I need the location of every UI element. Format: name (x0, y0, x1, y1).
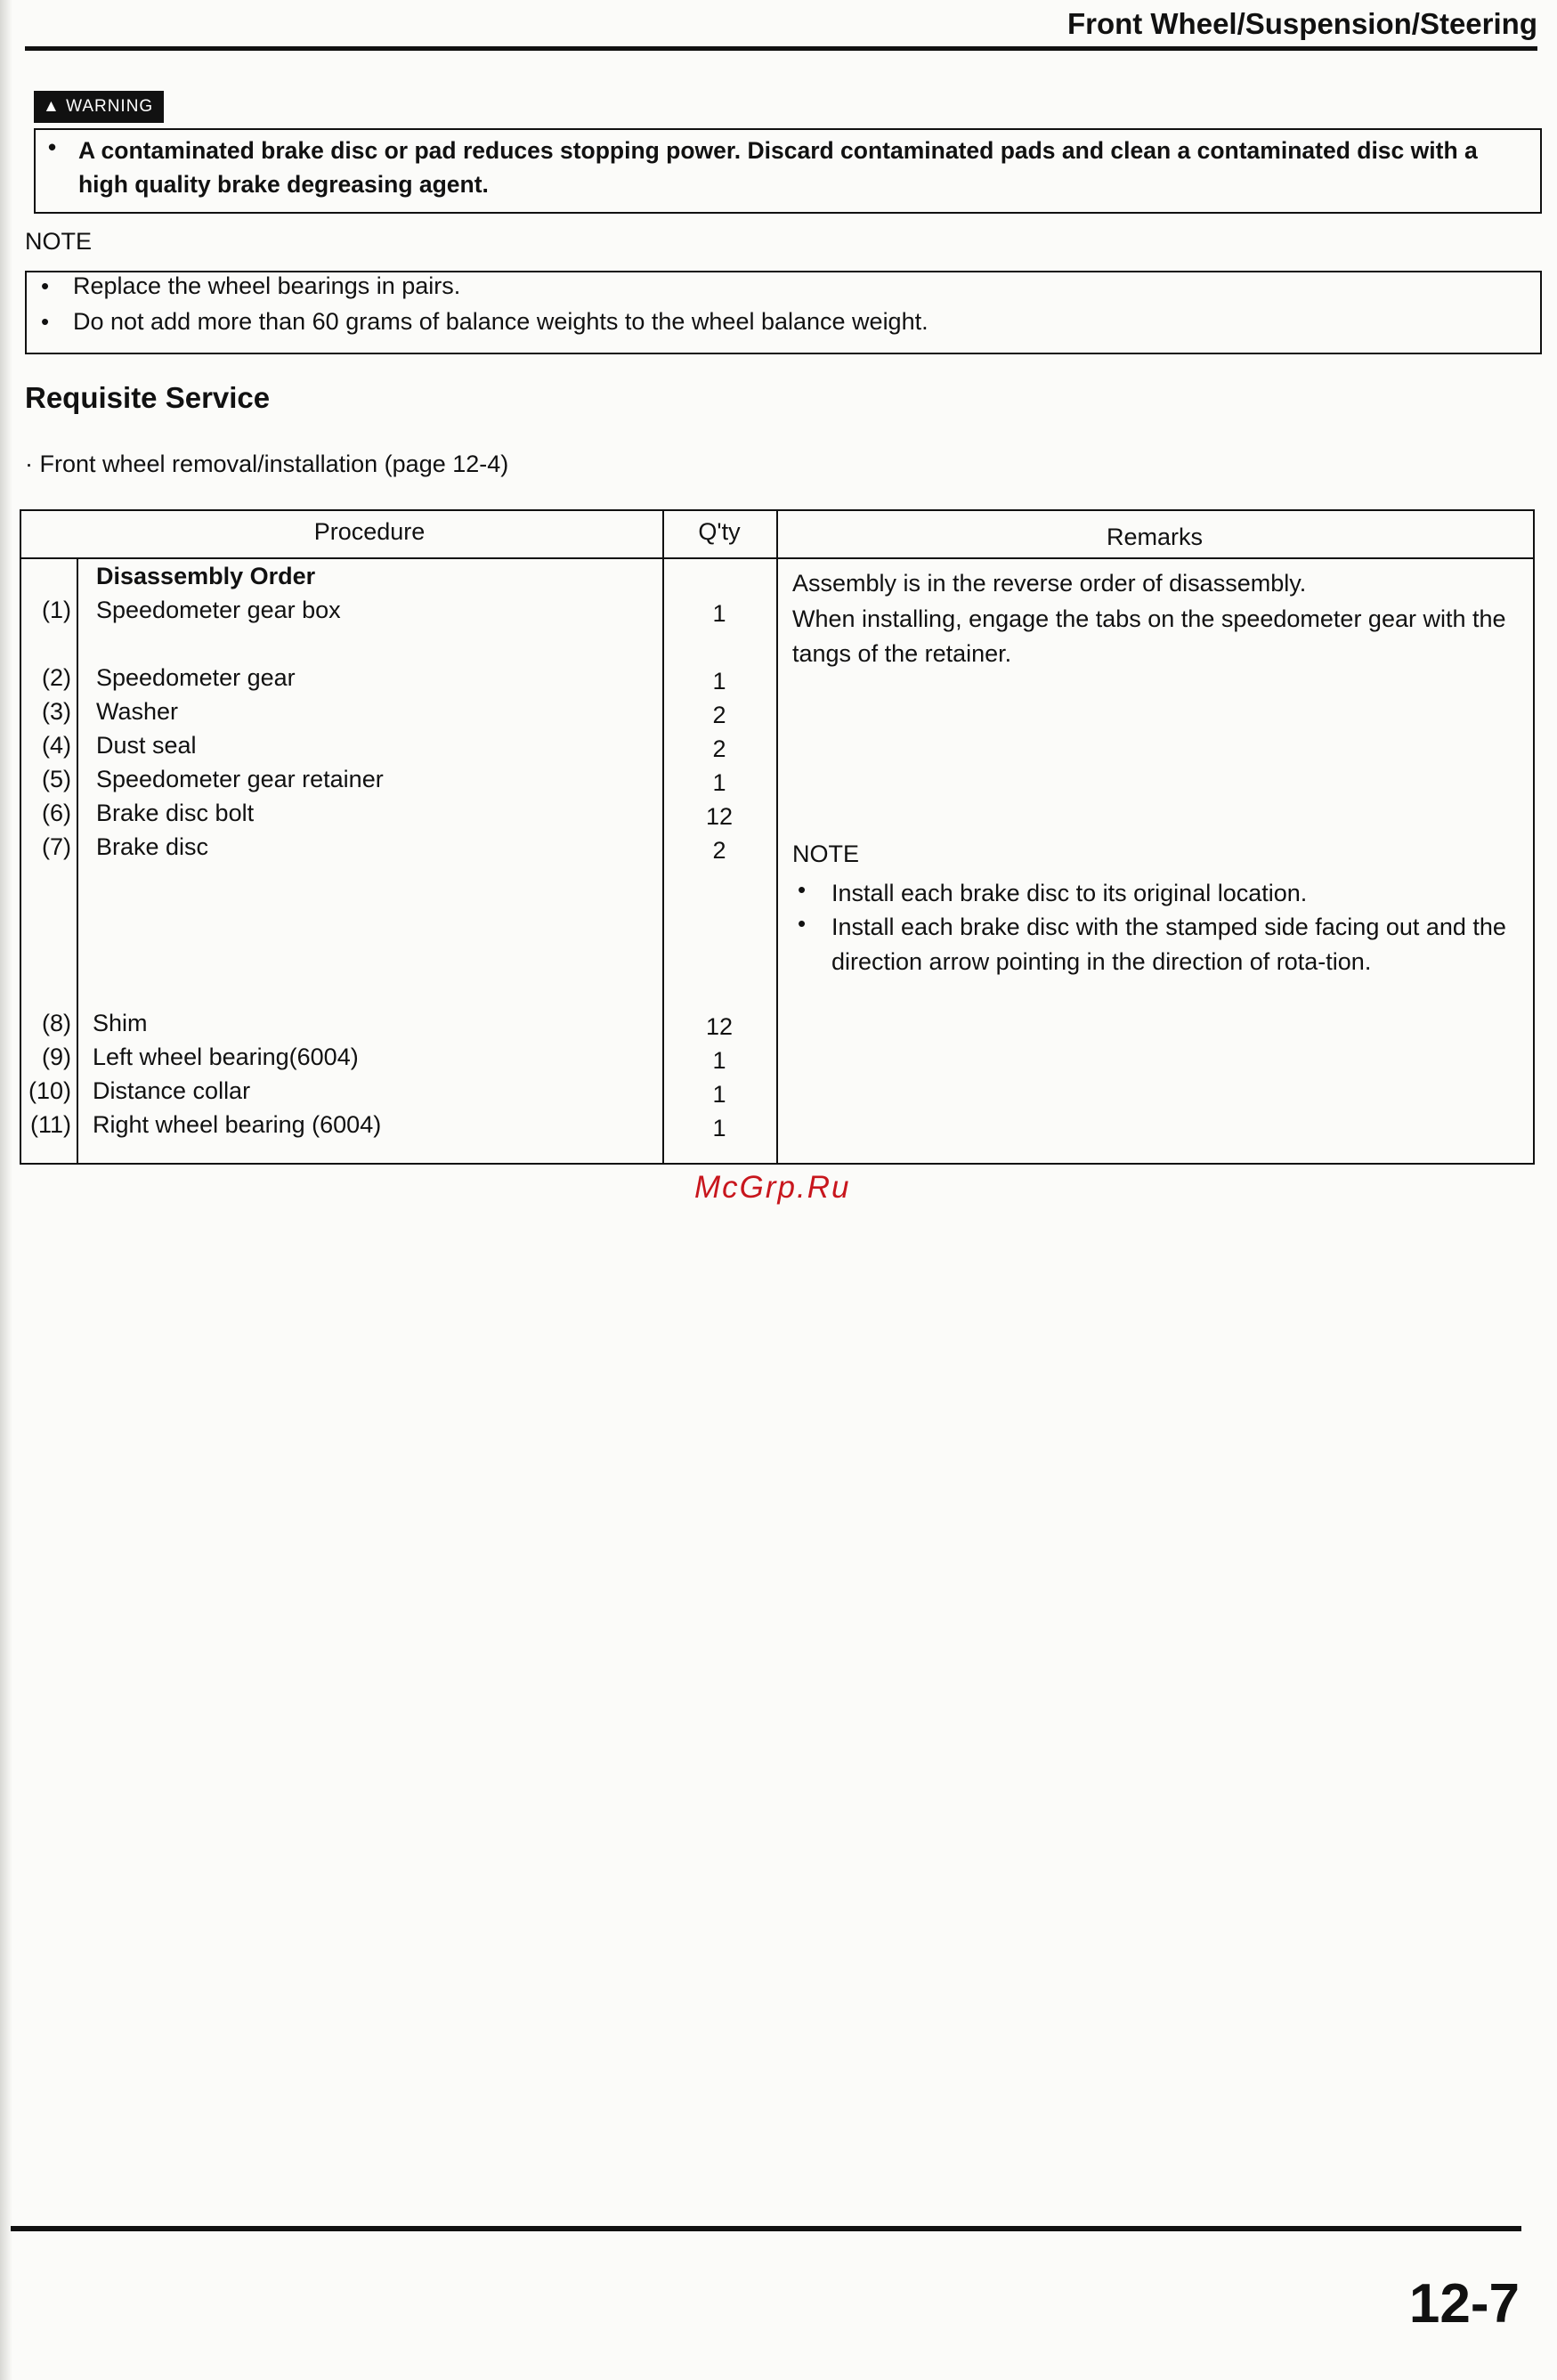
row-number: (8) (42, 1010, 71, 1036)
note-label: NOTE (25, 228, 93, 255)
watermark: McGrp.Ru (694, 1170, 851, 1205)
remark-installing: When installing, engage the tabs on the speedometer gear with the tangs of the retainer. (792, 605, 1506, 667)
page-edge-shadow (0, 0, 12, 2380)
row-qty: 1 (712, 769, 726, 796)
requisite-service-title: Requisite Service (25, 381, 271, 414)
table-header-rule (21, 557, 1533, 559)
row-procedure: Brake disc (96, 833, 209, 860)
table-divider (662, 511, 664, 1163)
remark-note-item: Install each brake disc with the stamped side facing out and the direction arrow pointing in the direction of rota-tion. (831, 914, 1506, 975)
warning-tag-label: WARNING (66, 97, 154, 116)
warning-tag (34, 91, 164, 123)
remark-note-bullet: • (798, 876, 807, 903)
requisite-service-item: · Front wheel removal/installation (page 12-4) (25, 451, 509, 477)
row-qty: 2 (712, 735, 726, 762)
warning-bullet: • (48, 134, 57, 160)
remark-note-bullet: • (798, 910, 807, 937)
row-number: (5) (42, 766, 71, 792)
row-number: (7) (42, 833, 71, 860)
note-bullet: • (41, 308, 50, 335)
remark-note-label: NOTE (792, 841, 860, 867)
row-number: (2) (42, 664, 71, 691)
row-procedure: Speedometer gear retainer (96, 766, 384, 792)
row-qty: 1 (712, 668, 726, 695)
row-number: (6) (42, 800, 71, 826)
note-bullet: • (41, 272, 50, 299)
row-procedure: Washer (96, 698, 179, 725)
row-qty: 2 (712, 702, 726, 728)
row-procedure: Speedometer gear (96, 664, 296, 691)
row-number: (3) (42, 698, 71, 725)
row-qty: 12 (705, 803, 734, 830)
row-procedure: Brake disc bolt (96, 800, 255, 826)
row-number: (4) (42, 732, 71, 759)
disassembly-table (20, 509, 1535, 1165)
row-number: (9) (42, 1044, 71, 1070)
row-qty: 1 (712, 600, 726, 627)
warning-triangle-icon: ▲ (43, 97, 61, 116)
section-header-title: Front Wheel/Suspension/Steering (1066, 7, 1537, 40)
row-number: (11) (29, 1111, 71, 1138)
row-number: (1) (42, 597, 71, 623)
row-qty: 1 (712, 1047, 726, 1074)
disassembly-order-title: Disassembly Order (96, 563, 316, 589)
page-number: 12-7 (1408, 2273, 1520, 2335)
footer-rule (11, 2226, 1521, 2231)
warning-text: A contaminated brake disc or pad reduces stopping power. Discard contaminated pads and clean a contaminated disc with a high quality brake degreasing agent. (78, 137, 1478, 198)
row-qty: 12 (705, 1013, 734, 1040)
qty-header: Q'ty (698, 518, 741, 545)
row-procedure: Right wheel bearing (6004) (93, 1111, 382, 1138)
remark-assembly: Assembly is in the reverse order of disassembly. (792, 570, 1307, 597)
row-procedure: Left wheel bearing(6004) (93, 1044, 359, 1070)
table-divider (776, 511, 778, 1163)
row-procedure: Dust seal (96, 732, 197, 759)
remark-note-item: Install each brake disc to its original location. (831, 880, 1308, 906)
row-number: (10) (28, 1077, 71, 1104)
procedure-header: Procedure (313, 518, 426, 545)
row-qty: 1 (712, 1115, 726, 1141)
row-procedure: Speedometer gear box (96, 597, 341, 623)
row-procedure: Shim (93, 1010, 148, 1036)
table-divider (77, 559, 78, 1163)
row-procedure: Distance collar (93, 1077, 251, 1104)
remarks-header: Remarks (1106, 524, 1203, 550)
row-qty: 2 (712, 837, 726, 864)
note-item: Do not add more than 60 grams of balance weights to the wheel balance weight. (73, 308, 929, 335)
row-qty: 1 (712, 1081, 726, 1108)
header-rule (25, 46, 1537, 51)
note-item: Replace the wheel bearings in pairs. (73, 272, 461, 299)
